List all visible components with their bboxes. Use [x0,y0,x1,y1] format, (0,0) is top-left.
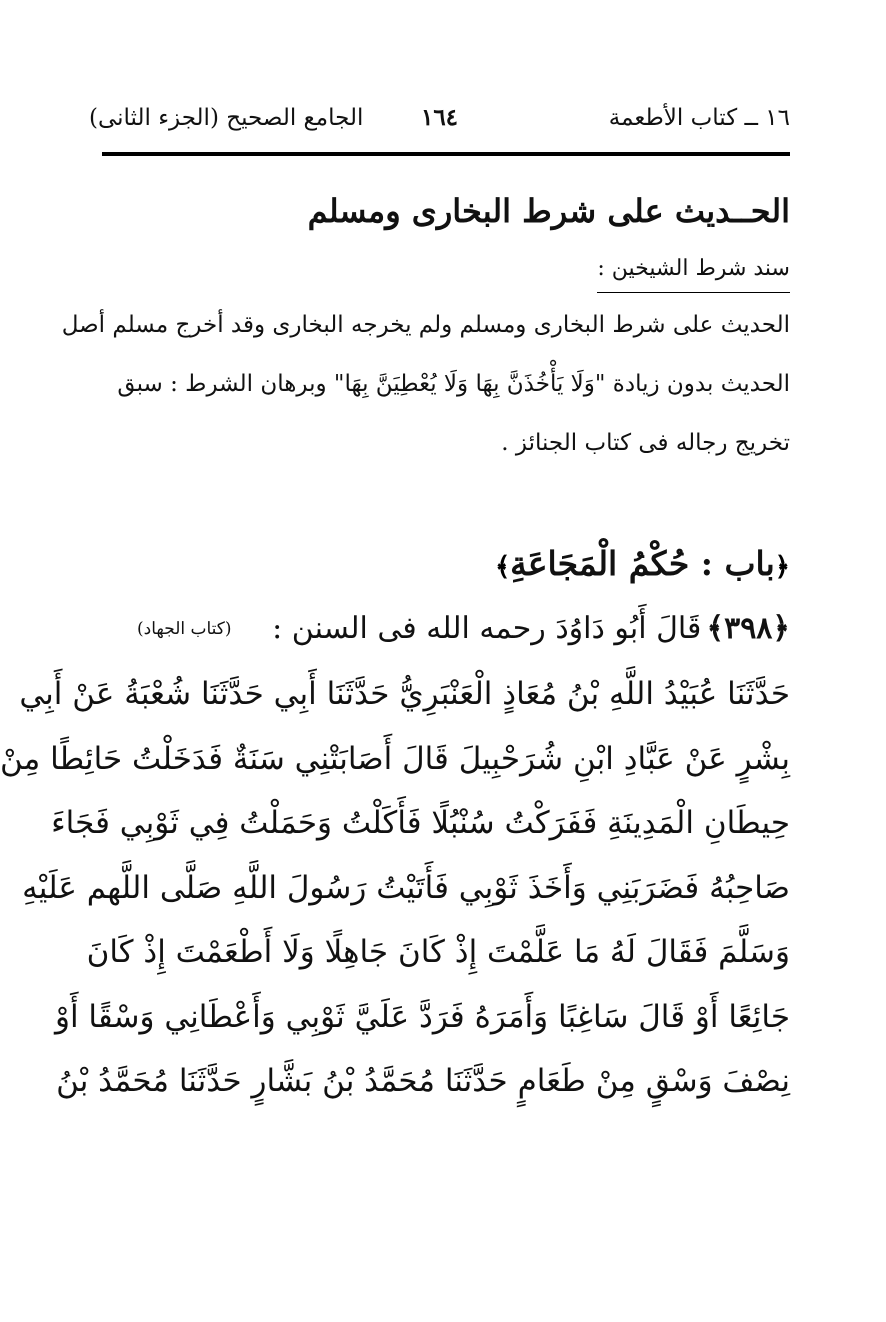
hadith-number: ﴿٣٩٨﴾ [706,611,790,646]
hadith-line: بِشْرٍ عَنْ عَبَّادِ ابْنِ شُرَحْبِيلَ قَالَ أَصَابَتْنِي سَنَةٌ فَدَخَلْتُ حَائِطًا مِنْ [0,740,790,777]
header-book-title: الجامع الصحيح (الجزء الثانى) [89,105,364,131]
hadith-line: نِصْفَ وَسْقٍ مِنْ طَعَامٍ حَدَّثَنَا مُحَمَّدُ بْنُ بَشَّارٍ حَدَّثَنَا مُحَمَّدُ بْنُ [56,1063,790,1099]
header-rule [102,152,790,156]
commentary-paragraph [61,296,790,473]
ornament-close-icon: ﴾ [494,552,511,582]
hadith-intro: قَالَ أَبُو دَاوُدَ رحمه الله فى السنن : [272,611,702,646]
ornament-open-icon: ﴿ [774,552,790,582]
hadith-line: جَائِعًا أَوْ قَالَ سَاغِبًا وَأَمَرَهُ فَرَدَّ عَلَيَّ ثَوْبِي وَأَعْطَانِي وَسْقًا أَوْ [54,998,790,1035]
hadith-line: حِيطَانِ الْمَدِينَةِ فَفَرَكْتُ سُنْبُلًا فَأَكَلْتُ وَحَمَلْتُ فِي ثَوْبِي فَجَاءَ [51,805,790,841]
hadith-line: صَاحِبُهُ فَضَرَبَنِي وَأَخَذَ ثَوْبِي فَأَتَيْتُ رَسُولَ اللَّهِ صَلَّى اللَّهم عَلَيْهِ [22,869,790,906]
chapter-title: باب : حُكْمُ الْمَجَاعَةِ [510,544,775,583]
page-number: ١٦٤ [420,104,459,131]
chapter-heading [495,538,790,593]
hadith-line: حَدَّثَنَا عُبَيْدُ اللَّهِ بْنُ مُعَاذٍ الْعَنْبَرِيُّ حَدَّثَنَا أَبِي حَدَّثَنَا شُعْبَةُ عَنْ أَبِي [19,676,790,712]
commentary-line: الحديث على شرط البخارى ومسلم ولم يخرجه البخارى وقد أخرج مسلم أصل [61,312,790,338]
running-header [89,98,790,138]
ruling-heading: الحــديث على شرط البخارى ومسلم [307,192,790,230]
commentary-line: تخريج رجاله فى كتاب الجنائز . [501,430,790,456]
hadith-line: وَسَلَّمَ فَقَالَ لَهُ مَا عَلَّمْتَ إِذْ كَانَ جَاهِلًا وَلَا أَطْعَمْتَ إِذْ كَانَ [86,934,790,970]
commentary-line: الحديث بدون زيادة "وَلَا يَأْخُذَنَّ بِهَا وَلَا يُعْطِيَنَّ بِهَا" وبرهان الشرط : سبق [117,371,790,397]
header-chapter: ١٦ ــ كتاب الأطعمة [608,105,790,131]
hadith-header [137,602,790,656]
hadith-source: (كتاب الجهاد) [137,619,232,639]
sanad-label: سند شرط الشيخين : [597,250,790,293]
hadith-text [0,662,790,1114]
